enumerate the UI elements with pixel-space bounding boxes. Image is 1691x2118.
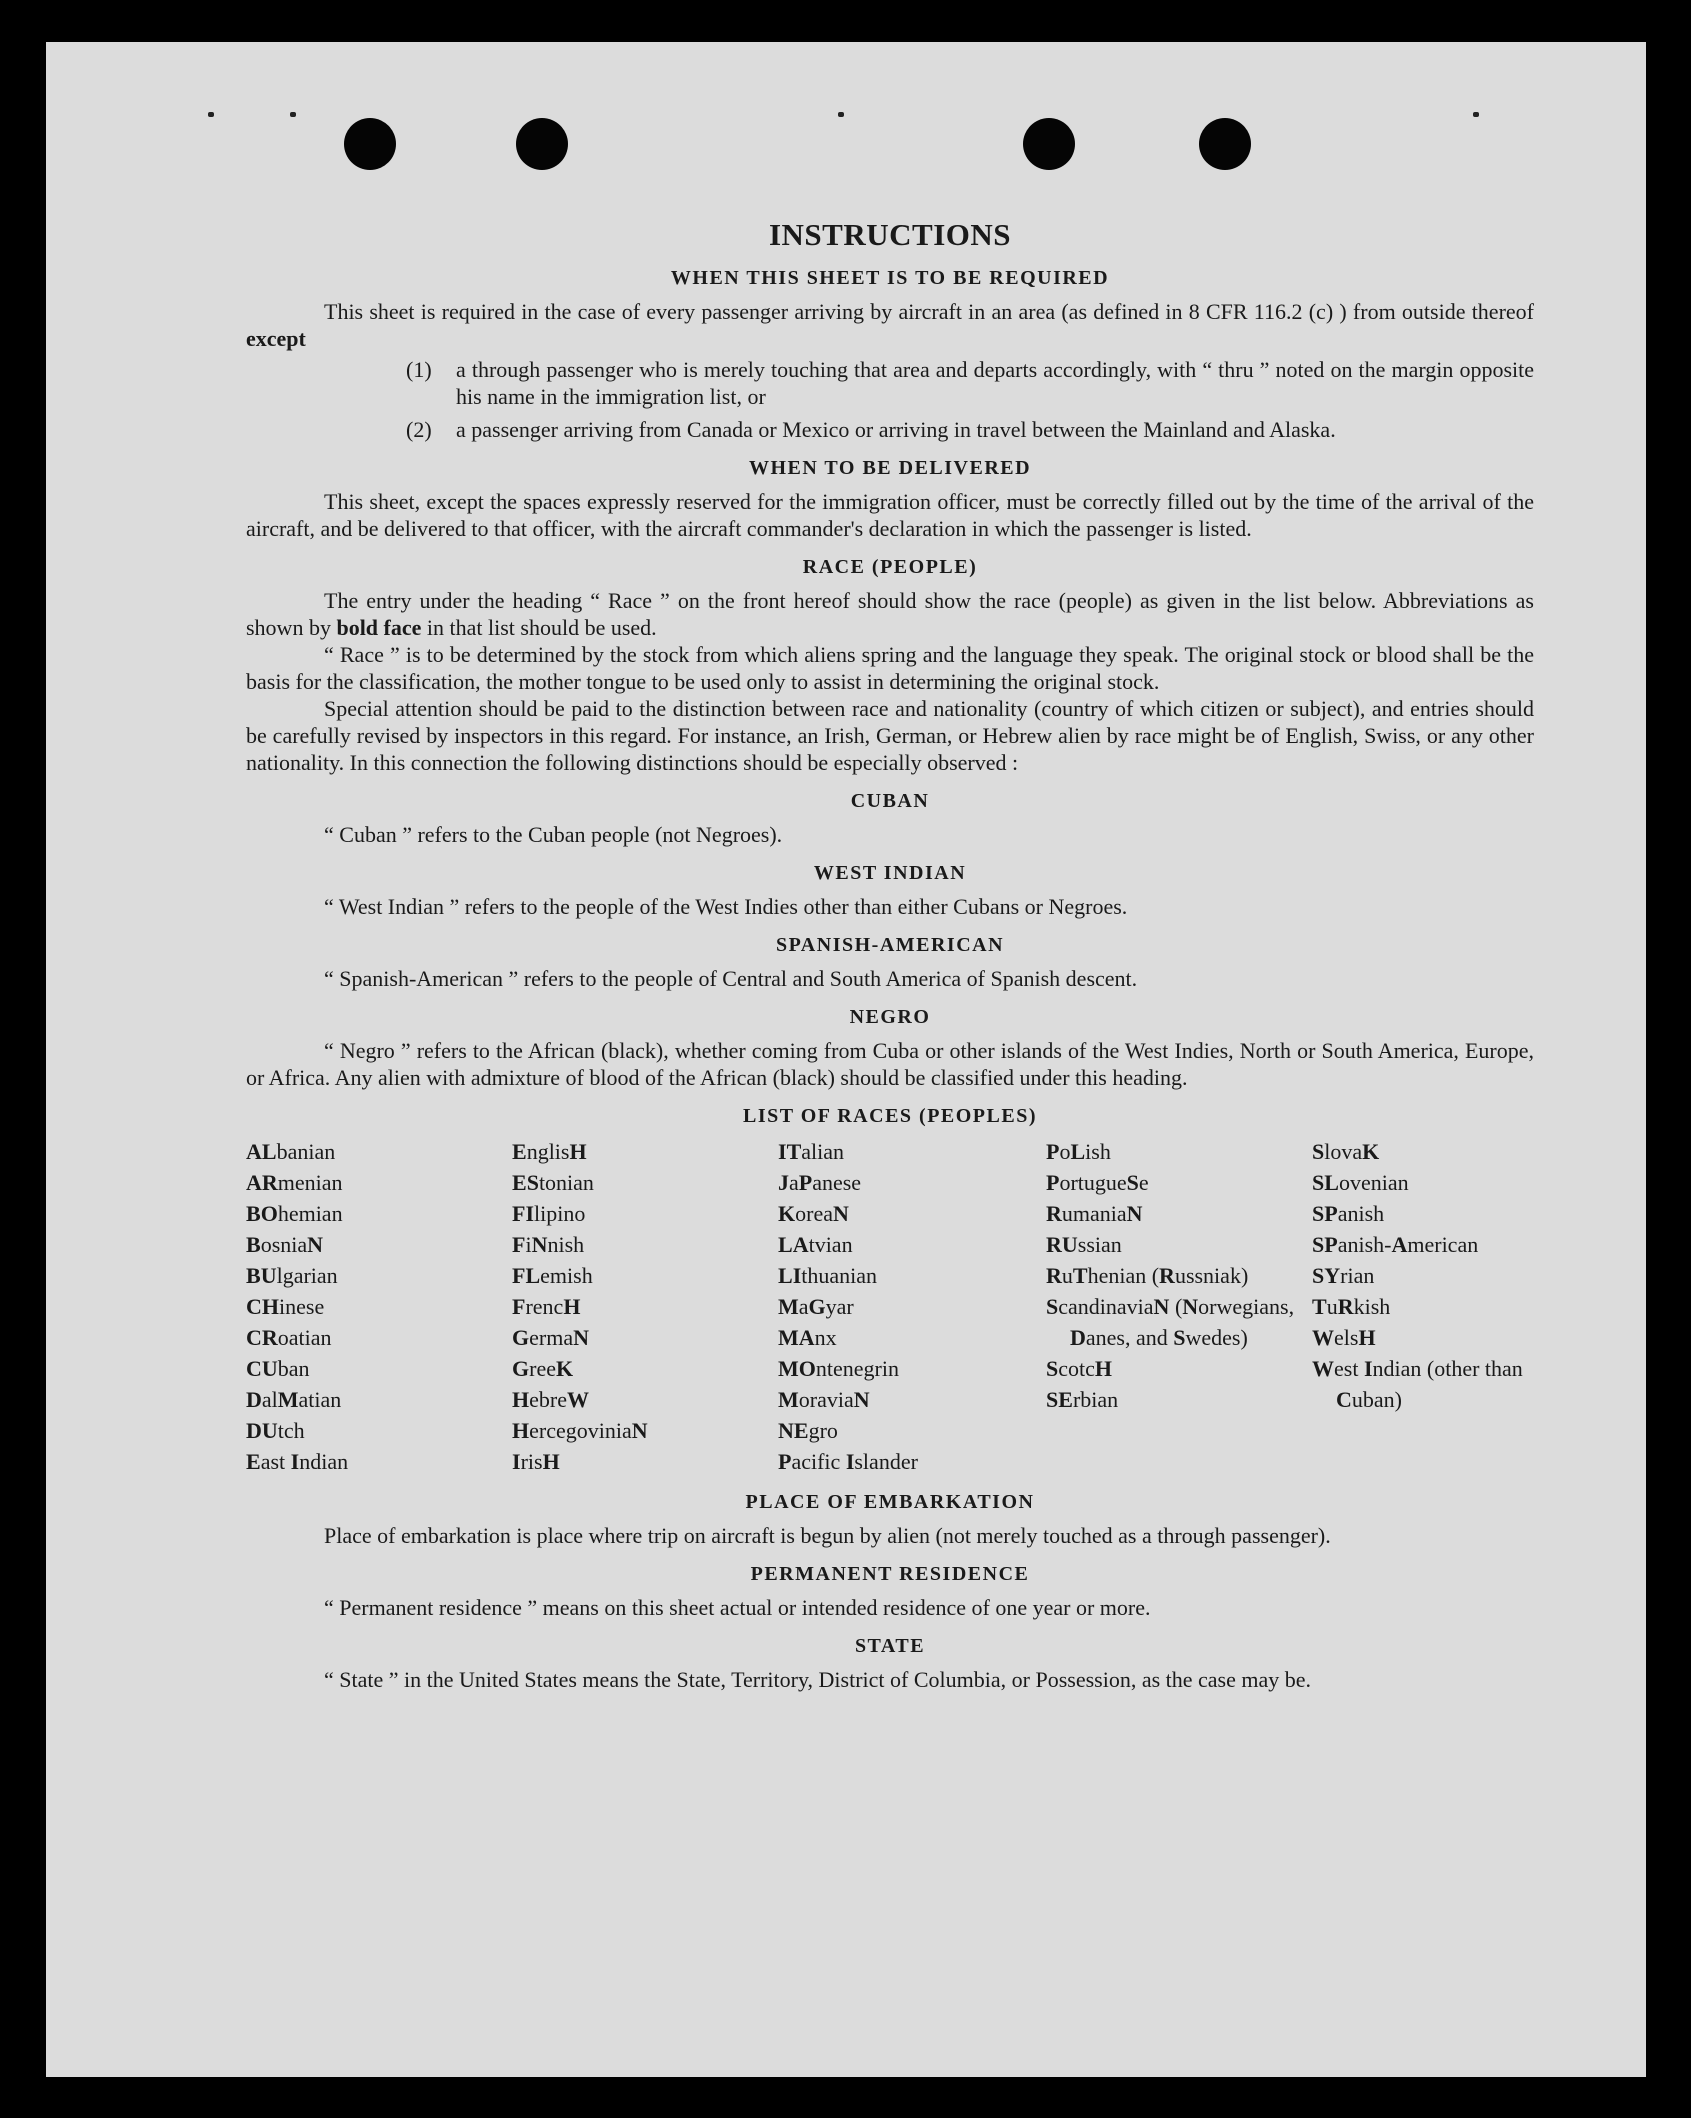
section-heading-races-list: LIST OF RACES (PEOPLES) <box>742 1105 1037 1127</box>
race-entry: BUlgarian <box>246 1263 338 1288</box>
races-column-4 <box>1046 1136 1312 1477</box>
race-entry: Pacific Islander <box>778 1449 918 1474</box>
race-entry: GreeK <box>512 1356 574 1381</box>
item-number: (1) <box>406 357 432 382</box>
race-entry: SPanish-American <box>1312 1232 1479 1257</box>
punch-hole <box>1023 118 1075 170</box>
race-entry: NEgro <box>778 1418 838 1443</box>
section-heading-spanish-american: SPANISH-AMERICAN <box>775 934 1005 956</box>
races-list <box>246 1136 1534 1477</box>
item-text: a passenger arriving from Canada or Mexico or arriving in travel between the Mainland and Alaska. <box>456 417 1336 442</box>
embarkation-text: Place of embarkation is place where trip on aircraft is begun by alien (not merely touched as a through passenger). <box>324 1523 1331 1548</box>
race-entry: ARmenian <box>246 1170 343 1195</box>
race-entry: ScotcH <box>1046 1356 1113 1381</box>
section-heading-negro: NEGRO <box>849 1006 931 1028</box>
race-entry: MOntenegrin <box>778 1356 899 1381</box>
race-entry: SYrian <box>1312 1263 1375 1288</box>
race-entry: CHinese <box>246 1294 325 1319</box>
punch-hole <box>516 118 568 170</box>
state-text: “ State ” in the United States means the State, Territory, District of Columbia, or Possession, as the case may be. <box>324 1667 1312 1692</box>
race-paragraph-2: “ Race ” is to be determined by the stock from which aliens spring and the language they speak. The original stock or blood shall be the basis for the classification, the mother tongue to be used only to assist in determining the original stock. <box>246 642 1534 694</box>
races-column-3 <box>778 1136 1046 1477</box>
race-entry: BosniaN <box>246 1232 324 1257</box>
race-p1-bold: bold face <box>336 615 422 640</box>
race-entry: HercegoviniaN <box>512 1418 648 1443</box>
race-entry: SLovenian <box>1312 1170 1409 1195</box>
punch-hole <box>1199 118 1251 170</box>
races-column-5 <box>1312 1136 1534 1477</box>
race-entry: West Indian (other than Cuban) <box>1312 1356 1523 1412</box>
race-entry: LAtvian <box>778 1232 853 1257</box>
delivered-text: This sheet, except the spaces expressly reserved for the immigration officer, must be correctly filled out by the time of the arrival of the aircraft, and be delivered to that officer, with the aircraft commander's declaration in which the passenger is listed. <box>246 489 1534 541</box>
race-entry: DUtch <box>246 1418 305 1443</box>
page-title: INSTRUCTIONS <box>768 217 1011 252</box>
race-entry: WelsH <box>1312 1325 1376 1350</box>
speck <box>1473 112 1479 117</box>
exception-item-2 <box>406 416 1534 443</box>
section-heading-cuban: CUBAN <box>850 790 930 812</box>
punch-hole <box>344 118 396 170</box>
race-entry: FrencH <box>512 1294 581 1319</box>
race-entry: ScandinaviaN (Norwegians, Danes, and Swedes) <box>1046 1294 1295 1350</box>
race-entry: SPanish <box>1312 1201 1385 1226</box>
race-entry: RUssian <box>1046 1232 1122 1257</box>
race-entry: JaPanese <box>778 1170 862 1195</box>
speck <box>838 112 844 117</box>
race-entry: FIlipino <box>512 1201 586 1226</box>
race-entry: MaGyar <box>778 1294 854 1319</box>
instructions-content <box>246 217 1534 1693</box>
race-entry: MoraviaN <box>778 1387 870 1412</box>
residence-text: “ Permanent residence ” means on this sheet actual or intended residence of one year or more. <box>324 1595 1151 1620</box>
race-paragraph-3: Special attention should be paid to the distinction between race and nationality (country of which citizen or subject), and entries should be carefully revised by inspectors in this regard. For instance, an Irish, German, or Hebrew alien by race might be of English, Swiss, or any other nationality. In this connection the following distinctions should be especially observed : <box>246 696 1534 775</box>
race-p1-text: The entry under the heading “ Race ” on the front hereof should show the race (people) as given in the list below. Abbreviations as shown by <box>246 588 1534 640</box>
race-entry: IrisH <box>512 1449 560 1474</box>
section-heading-west-indian: WEST INDIAN <box>813 862 967 884</box>
race-entry: RumaniaN <box>1046 1201 1143 1226</box>
document-page <box>46 42 1646 2077</box>
race-entry: LIthuanian <box>778 1263 878 1288</box>
negro-text: “ Negro ” refers to the African (black), whether coming from Cuba or other islands of the West Indies, North or South America, Europe, or Africa. Any alien with admixture of blood of the African (black) should be classified under this heading. <box>246 1038 1534 1090</box>
races-column-1 <box>246 1136 512 1477</box>
race-entry: FLemish <box>512 1263 593 1288</box>
race-entry: FiNnish <box>512 1232 585 1257</box>
race-p1-end: in that list should be used. <box>421 615 657 640</box>
cuban-text: “ Cuban ” refers to the Cuban people (not Negroes). <box>324 822 783 847</box>
races-column-2 <box>512 1136 778 1477</box>
race-entry: CUban <box>246 1356 310 1381</box>
west-indian-text: “ West Indian ” refers to the people of the West Indies other than either Cubans or Negroes. <box>324 894 1128 919</box>
race-entry: HebreW <box>512 1387 589 1412</box>
required-intro <box>246 298 1534 352</box>
spanish-american-text: “ Spanish-American ” refers to the people of Central and South America of Spanish descent. <box>324 966 1138 991</box>
section-heading-residence: PERMANENT RESIDENCE <box>750 1563 1030 1585</box>
race-entry: SlovaK <box>1312 1139 1380 1164</box>
race-entry: TuRkish <box>1312 1294 1391 1319</box>
race-entry: MAnx <box>778 1325 837 1350</box>
section-heading-state: STATE <box>854 1635 926 1657</box>
item-text: a through passenger who is merely touching that area and departs accordingly, with “ thru ” noted on the margin opposite his name in the immigration list, or <box>456 357 1534 409</box>
race-entry: DalMatian <box>246 1387 342 1412</box>
speck <box>208 112 214 117</box>
item-number: (2) <box>406 417 432 442</box>
race-entry: KoreaN <box>778 1201 849 1226</box>
race-entry: CRoatian <box>246 1325 332 1350</box>
section-heading-delivered: WHEN TO BE DELIVERED <box>748 457 1032 479</box>
race-entry: EnglisH <box>512 1139 587 1164</box>
race-entry: PortugueSe <box>1046 1170 1149 1195</box>
race-entry: SErbian <box>1046 1387 1119 1412</box>
speck <box>290 112 296 117</box>
race-entry: EStonian <box>512 1170 594 1195</box>
race-entry: ALbanian <box>246 1139 336 1164</box>
section-heading-race: RACE (PEOPLE) <box>802 556 978 578</box>
exception-item-1 <box>406 356 1534 410</box>
race-entry: BOhemian <box>246 1201 343 1226</box>
race-paragraph-1 <box>246 587 1534 641</box>
race-entry: ITalian <box>778 1139 845 1164</box>
race-entry: East Indian <box>246 1449 349 1474</box>
required-intro-text: This sheet is required in the case of every passenger arriving by aircraft in an area (as defined in 8 CFR 116.2 (c) ) from outside thereof <box>324 299 1534 324</box>
race-entry: PoLish <box>1046 1139 1111 1164</box>
race-entry: RuThenian (Russniak) <box>1046 1263 1249 1288</box>
section-heading-embarkation: PLACE OF EMBARKATION <box>745 1491 1035 1513</box>
required-intro-bold: except <box>246 326 306 351</box>
section-heading-required: WHEN THIS SHEET IS TO BE REQUIRED <box>670 267 1110 289</box>
race-entry: GermaN <box>512 1325 589 1350</box>
